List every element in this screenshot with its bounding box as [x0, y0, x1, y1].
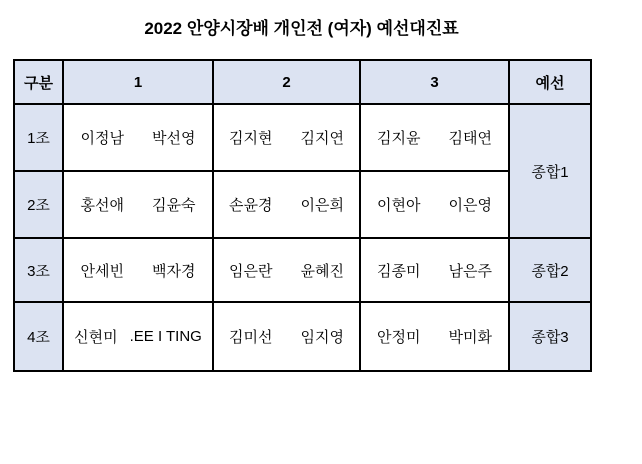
- player-pair: [361, 260, 508, 281]
- player-name: 김윤숙: [152, 197, 196, 214]
- group-label: 1조: [14, 104, 63, 171]
- player-name: 안세빈: [80, 262, 124, 280]
- group-label: 3조: [14, 238, 63, 302]
- player-pair: [361, 127, 508, 148]
- header-qualifier: 예선: [509, 60, 591, 104]
- header-row: [14, 60, 591, 104]
- player-name: 임은란: [229, 262, 273, 280]
- player-name: 김지윤: [377, 130, 421, 147]
- header-group: 구분: [14, 60, 63, 104]
- player-name: 김미선: [229, 329, 273, 346]
- player-pair: [64, 326, 212, 347]
- player-name: 김지현: [229, 130, 273, 147]
- table-row: [14, 238, 591, 302]
- pair-cell: [213, 302, 360, 371]
- page-title: 2022 안양시장배 개인전 (여자) 예선대진표: [144, 19, 459, 38]
- qualifier-cell: 종합3: [509, 302, 591, 371]
- player-name: 윤혜진: [300, 262, 344, 280]
- pair-cell: [360, 104, 509, 171]
- header-court-1: 1: [63, 60, 213, 104]
- header-court-2: 2: [213, 60, 360, 104]
- player-name: 김종미: [377, 262, 421, 280]
- player-name: .EE I TING: [129, 328, 202, 345]
- player-pair: [361, 194, 508, 215]
- pair-cell: [63, 171, 213, 238]
- pair-cell: [63, 302, 213, 371]
- player-name: 이정남: [80, 130, 124, 147]
- player-name: 박미화: [448, 329, 492, 346]
- player-name: 이은희: [300, 197, 344, 214]
- player-pair: [214, 194, 359, 215]
- player-name: 이은영: [448, 197, 492, 214]
- player-name: 신현미: [74, 329, 118, 346]
- qualifier-cell: 종합1: [509, 104, 591, 238]
- player-pair: [64, 127, 212, 148]
- pair-cell: [213, 171, 360, 238]
- player-pair: [214, 260, 359, 281]
- table-row: [14, 171, 591, 238]
- player-name: 박선영: [152, 130, 196, 147]
- pair-cell: [63, 104, 213, 171]
- group-label: 4조: [14, 302, 63, 371]
- player-name: 남은주: [448, 262, 492, 280]
- player-pair: [361, 326, 508, 347]
- bracket-page: [13, 0, 590, 372]
- pair-cell: [213, 104, 360, 171]
- player-pair: [64, 194, 212, 215]
- player-name: 안정미: [377, 329, 421, 346]
- pair-cell: [213, 238, 360, 302]
- player-name: 김지연: [300, 130, 344, 147]
- table-row: [14, 104, 591, 171]
- group-label: 2조: [14, 171, 63, 238]
- player-name: 김태연: [448, 130, 492, 147]
- bracket-table: [13, 59, 592, 372]
- player-pair: [214, 127, 359, 148]
- player-pair: [64, 260, 212, 281]
- player-name: 임지영: [300, 329, 344, 346]
- pair-cell: [63, 238, 213, 302]
- pair-cell: [360, 171, 509, 238]
- player-name: 홍선애: [80, 197, 124, 214]
- qualifier-cell: 종합2: [509, 238, 591, 302]
- player-name: 이현아: [377, 197, 421, 214]
- table-row: [14, 302, 591, 371]
- pair-cell: [360, 302, 509, 371]
- player-pair: [214, 326, 359, 347]
- pair-cell: [360, 238, 509, 302]
- player-name: 손윤경: [229, 197, 273, 214]
- player-name: 백자경: [152, 262, 196, 280]
- header-court-3: 3: [360, 60, 509, 104]
